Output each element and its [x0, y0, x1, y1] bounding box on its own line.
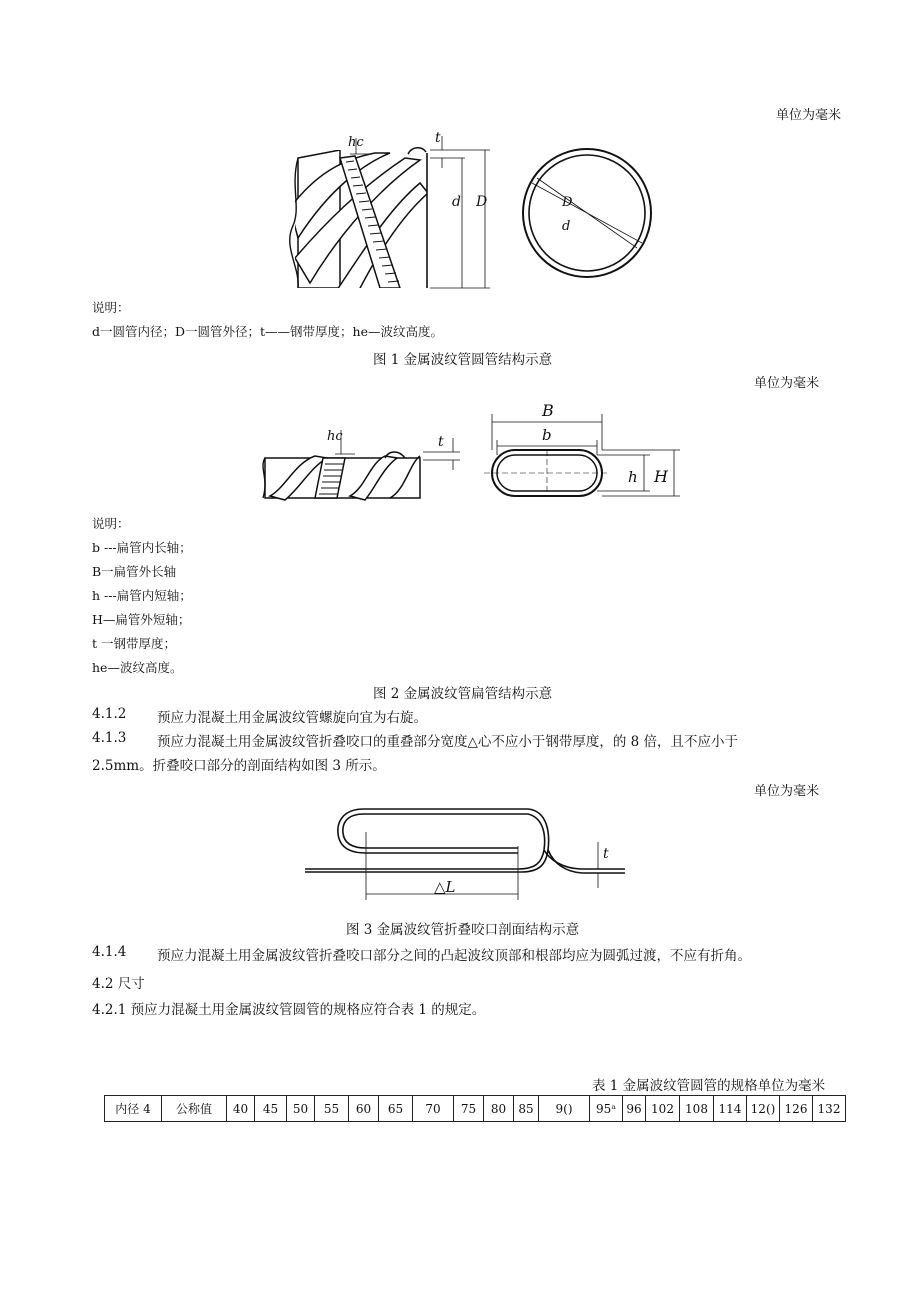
fig3-delta-L-label: △L [434, 878, 456, 896]
table-cell: 50 [287, 1096, 315, 1122]
fig2-note-item: h ---扁管内短轴； [92, 588, 192, 603]
fig2-note-item: b ---扁管内长轴； [92, 540, 192, 555]
fig2-caption: 图 2 金属波纹管扁管结构示意 [373, 686, 553, 702]
fig1-round-tube-side-view [280, 128, 500, 293]
table-cell: 60 [349, 1096, 379, 1122]
fig2-note-item: H—扁管外短轴； [92, 612, 191, 627]
table-cell: 70 [413, 1096, 454, 1122]
table-cell: 85 [514, 1096, 539, 1122]
table-cell: 126 [780, 1096, 813, 1122]
para-num: 4.1.4 [92, 944, 127, 960]
para-413-continuation: 2.5mm。折叠咬口部分的剖面结构如图 3 所示。 [92, 758, 386, 774]
table-cell: 12() [747, 1096, 780, 1122]
fig3-caption: 图 3 金属波纹管折叠咬口剖面结构示意 [346, 922, 580, 938]
fig3-t-label: t [603, 846, 609, 862]
unit-label: 单位为毫米 [776, 108, 842, 123]
para-num: 4.1.2 [92, 706, 127, 722]
table-cell: 114 [714, 1096, 747, 1122]
section-heading-4-2: 4.2 尺寸 [92, 976, 145, 992]
table-cell: 102 [646, 1096, 680, 1122]
fig1-D-inner-label: D [562, 195, 573, 210]
table-cell: 65 [379, 1096, 413, 1122]
table-cell: 9() [539, 1096, 590, 1122]
table-cell: 55 [315, 1096, 349, 1122]
table-cell: 95ᵃ [590, 1096, 623, 1122]
fig1-note-text: d一圆管内径；D一圆管外径；t——钢带厚度；he—波纹高度。 [92, 324, 443, 339]
fig2-flat-tube-side-view [255, 418, 475, 508]
fig2-t-label: t [438, 434, 444, 450]
fig2-b-label: b [542, 426, 552, 444]
fig2-note-title: 说明： [92, 516, 130, 531]
table-cell: 132 [813, 1096, 846, 1122]
fig3-seam-cross-section [300, 802, 640, 912]
fig2-note-item: he—波纹高度。 [92, 660, 183, 675]
table-cell: 公称值 [162, 1096, 227, 1122]
para-412-text: 预应力混凝土用金属波纹管螺旋向宜为右旋。 [157, 710, 427, 726]
fig2-note-item: t 一钢带厚度； [92, 636, 176, 651]
table-cell: 75 [454, 1096, 484, 1122]
fig1-d-label: d [452, 194, 461, 210]
fig1-D-label: D [476, 194, 488, 210]
para-414-text: 预应力混凝土用金属波纹管折叠咬口部分之间的凸起波纹顶部和根部均应为圆弧过渡，不应有折角。 [157, 948, 751, 964]
fig1-caption: 图 1 金属波纹管圆管结构示意 [373, 352, 553, 368]
para-num: 4.1.3 [92, 730, 127, 746]
table-cell: 内径 4 [105, 1096, 162, 1122]
table-row [105, 1096, 846, 1122]
fig1-hc-label: hc [348, 135, 364, 150]
table-cell: 45 [255, 1096, 287, 1122]
unit-label: 单位为毫米 [754, 376, 820, 391]
fig2-h-label: h [628, 468, 638, 486]
para-413-text: 预应力混凝土用金属波纹管折叠咬口的重叠部分宽度△心不应小于钢带厚度，的 8 倍，且不应小于 [157, 734, 739, 750]
fig2-flat-tube-cross-section [484, 400, 684, 505]
fig1-d-inner-label: d [562, 219, 571, 234]
para-421-text: 4.2.1 预应力混凝土用金属波纹管圆管的规格应符合表 1 的规定。 [92, 1002, 486, 1018]
table-cell: 40 [227, 1096, 255, 1122]
table1-title: 表 1 金属波纹管圆管的规格单位为毫米 [592, 1078, 826, 1094]
table-cell: 108 [680, 1096, 714, 1122]
fig1-round-tube-cross-section [512, 138, 662, 288]
table-cell: 80 [484, 1096, 514, 1122]
fig1-note-title: 说明： [92, 300, 130, 315]
fig2-hc-label: hc [327, 429, 343, 444]
fig2-note-item: B一扁管外长轴 [92, 564, 177, 579]
table-cell: 96 [623, 1096, 646, 1122]
fig2-H-label: H [654, 467, 668, 486]
unit-label: 单位为毫米 [754, 784, 820, 799]
fig1-t-label: t [435, 130, 441, 146]
table1 [104, 1095, 846, 1122]
fig2-B-label: B [542, 401, 554, 420]
